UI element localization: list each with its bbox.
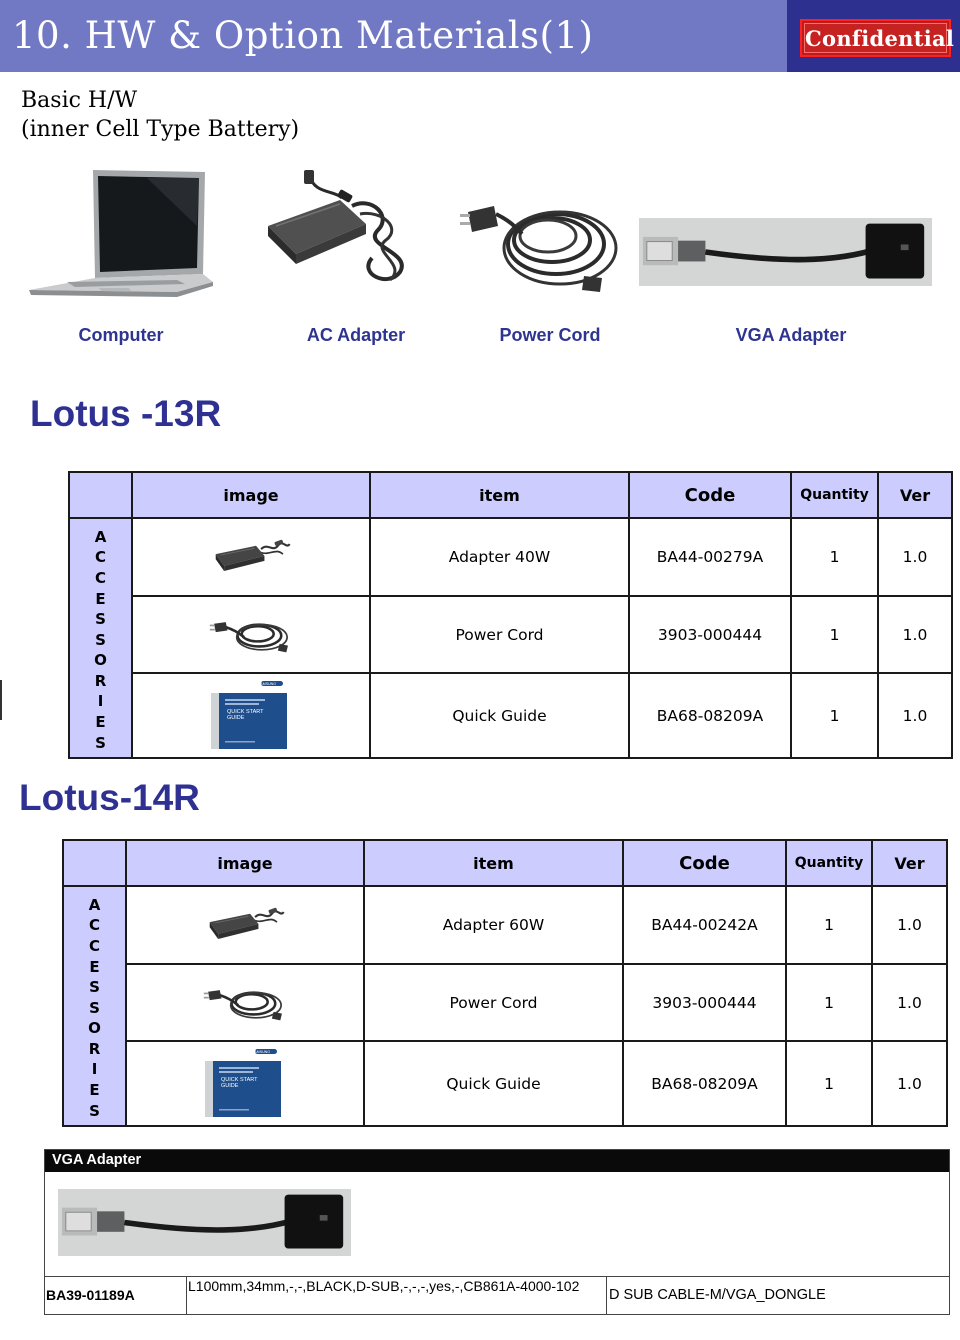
item-version: 1.0 xyxy=(878,596,952,673)
vga-adapter-spec: L100mm,34mm,-,-,BLACK,D-SUB,-,-,-,yes,-,CB861A-4000-102 xyxy=(187,1277,607,1315)
quick-guide-thumbnail xyxy=(211,679,291,749)
confidential-badge xyxy=(800,19,955,57)
item-image-cell xyxy=(126,1041,364,1126)
vga-adapter-code: BA39-01189A xyxy=(45,1277,187,1315)
guide-title-line-2: GUIDE xyxy=(227,714,245,721)
table-row xyxy=(69,518,952,596)
side-label-letter: C xyxy=(88,916,100,935)
table-row xyxy=(63,886,947,964)
item-quantity: 1 xyxy=(786,1041,872,1126)
confidential-label: Confidential xyxy=(805,26,955,51)
vga-adapter-header: VGA Adapter xyxy=(45,1150,949,1172)
caption-vga-adapter: VGA Adapter xyxy=(735,325,847,345)
side-label-letter: C xyxy=(88,936,100,955)
caption-power-cord: Power Cord xyxy=(499,325,601,345)
power-cord-thumbnail xyxy=(209,612,293,654)
vga-adapter-spec-photo xyxy=(58,1189,351,1256)
side-label-letter: E xyxy=(95,589,106,608)
vga-adapter-description: D SUB CABLE-M/VGA_DONGLE xyxy=(609,1287,826,1303)
side-label-letter: I xyxy=(91,1060,98,1079)
side-label-letter: S xyxy=(89,1101,100,1120)
header-code: Code xyxy=(629,472,791,518)
side-label-letter: C xyxy=(94,548,106,567)
vga-adapter-photo xyxy=(639,218,932,286)
header-ver: Ver xyxy=(878,472,952,518)
page-title: 10. HW & Option Materials(1) xyxy=(12,14,594,57)
accessories-table-14r xyxy=(62,839,948,1127)
caption-ac-adapter: AC Adapter xyxy=(306,325,406,345)
table-row xyxy=(63,1041,947,1126)
item-version: 1.0 xyxy=(872,1041,947,1126)
model-title-lotus-14r: Lotus-14R xyxy=(19,777,200,818)
item-version: 1.0 xyxy=(878,518,952,596)
side-label-letter: E xyxy=(89,1081,100,1100)
guide-title-line-1: QUICK START xyxy=(221,1076,258,1083)
quick-guide-thumbnail xyxy=(205,1047,285,1117)
table-row xyxy=(63,964,947,1041)
vga-adapter-spec-box xyxy=(44,1149,950,1315)
side-label-letter: R xyxy=(94,671,107,690)
item-version: 1.0 xyxy=(878,673,952,758)
header-image: image xyxy=(126,840,364,886)
accessories-table-13r xyxy=(68,471,953,759)
item-image-cell xyxy=(132,596,370,673)
header-blank xyxy=(69,472,132,518)
side-label-letter: S xyxy=(89,998,100,1017)
item-name: Adapter 40W xyxy=(370,518,629,596)
item-name: Adapter 60W xyxy=(364,886,623,964)
model-title-lotus-13r: Lotus -13R xyxy=(30,393,222,434)
accessories-side-label xyxy=(63,886,126,1126)
header-quantity: Quantity xyxy=(786,840,872,886)
header-code: Code xyxy=(623,840,786,886)
vga-adapter-spec-row xyxy=(45,1276,949,1314)
item-code: BA44-00242A xyxy=(623,886,786,964)
header-blank xyxy=(63,840,126,886)
side-label-letter: E xyxy=(89,957,100,976)
item-quantity: 1 xyxy=(791,518,878,596)
subtitle-line-2: (inner Cell Type Battery) xyxy=(21,117,300,142)
item-code: 3903-000444 xyxy=(629,596,791,673)
item-image-cell xyxy=(126,886,364,964)
laptop-photo xyxy=(27,166,213,304)
page-edge-mark xyxy=(0,680,2,720)
side-label-letter: S xyxy=(95,630,106,649)
header-quantity: Quantity xyxy=(791,472,878,518)
item-version: 1.0 xyxy=(872,964,947,1041)
ac-adapter-photo xyxy=(262,166,422,294)
item-quantity: 1 xyxy=(791,673,878,758)
item-code: BA44-00279A xyxy=(629,518,791,596)
power-cord-photo xyxy=(456,178,620,294)
side-label-letter: I xyxy=(97,692,104,711)
header-item: item xyxy=(364,840,623,886)
item-code: BA68-08209A xyxy=(629,673,791,758)
header-item: item xyxy=(370,472,629,518)
table-row xyxy=(69,673,952,758)
side-label-letter: E xyxy=(95,713,106,732)
guide-brand: SAMSUNG xyxy=(257,681,277,686)
guide-brand: SAMSUNG xyxy=(251,1049,271,1054)
power-cord-thumbnail xyxy=(203,980,287,1022)
item-name: Quick Guide xyxy=(364,1041,623,1126)
item-version: 1.0 xyxy=(872,886,947,964)
side-label-letter: S xyxy=(89,978,100,997)
table-header-row xyxy=(63,840,947,886)
side-label-letter: R xyxy=(88,1039,101,1058)
item-name: Quick Guide xyxy=(370,673,629,758)
accessories-side-label xyxy=(69,518,132,758)
header-ver: Ver xyxy=(872,840,947,886)
item-name: Power Cord xyxy=(364,964,623,1041)
adapter-thumbnail xyxy=(203,902,287,944)
side-label-letter: O xyxy=(94,651,107,670)
item-image-cell xyxy=(132,518,370,596)
item-image-cell xyxy=(132,673,370,758)
guide-title-line-1: QUICK START xyxy=(227,708,264,715)
table-header-row xyxy=(69,472,952,518)
side-label-letter: S xyxy=(95,610,106,629)
adapter-thumbnail xyxy=(209,534,293,576)
item-name: Power Cord xyxy=(370,596,629,673)
header-image: image xyxy=(132,472,370,518)
side-label-letter: A xyxy=(94,527,107,546)
side-label-letter: O xyxy=(88,1019,101,1038)
table-row xyxy=(69,596,952,673)
side-label-letter: C xyxy=(94,568,106,587)
item-image-cell xyxy=(126,964,364,1041)
guide-title-line-2: GUIDE xyxy=(221,1082,239,1089)
item-code: BA68-08209A xyxy=(623,1041,786,1126)
side-label-letter: S xyxy=(95,733,106,752)
section-subtitle xyxy=(21,86,299,144)
subtitle-line-1: Basic H/W xyxy=(21,88,138,113)
item-quantity: 1 xyxy=(786,886,872,964)
caption-computer: Computer xyxy=(78,325,164,345)
item-code: 3903-000444 xyxy=(623,964,786,1041)
side-label-letter: A xyxy=(88,895,101,914)
item-quantity: 1 xyxy=(786,964,872,1041)
item-quantity: 1 xyxy=(791,596,878,673)
